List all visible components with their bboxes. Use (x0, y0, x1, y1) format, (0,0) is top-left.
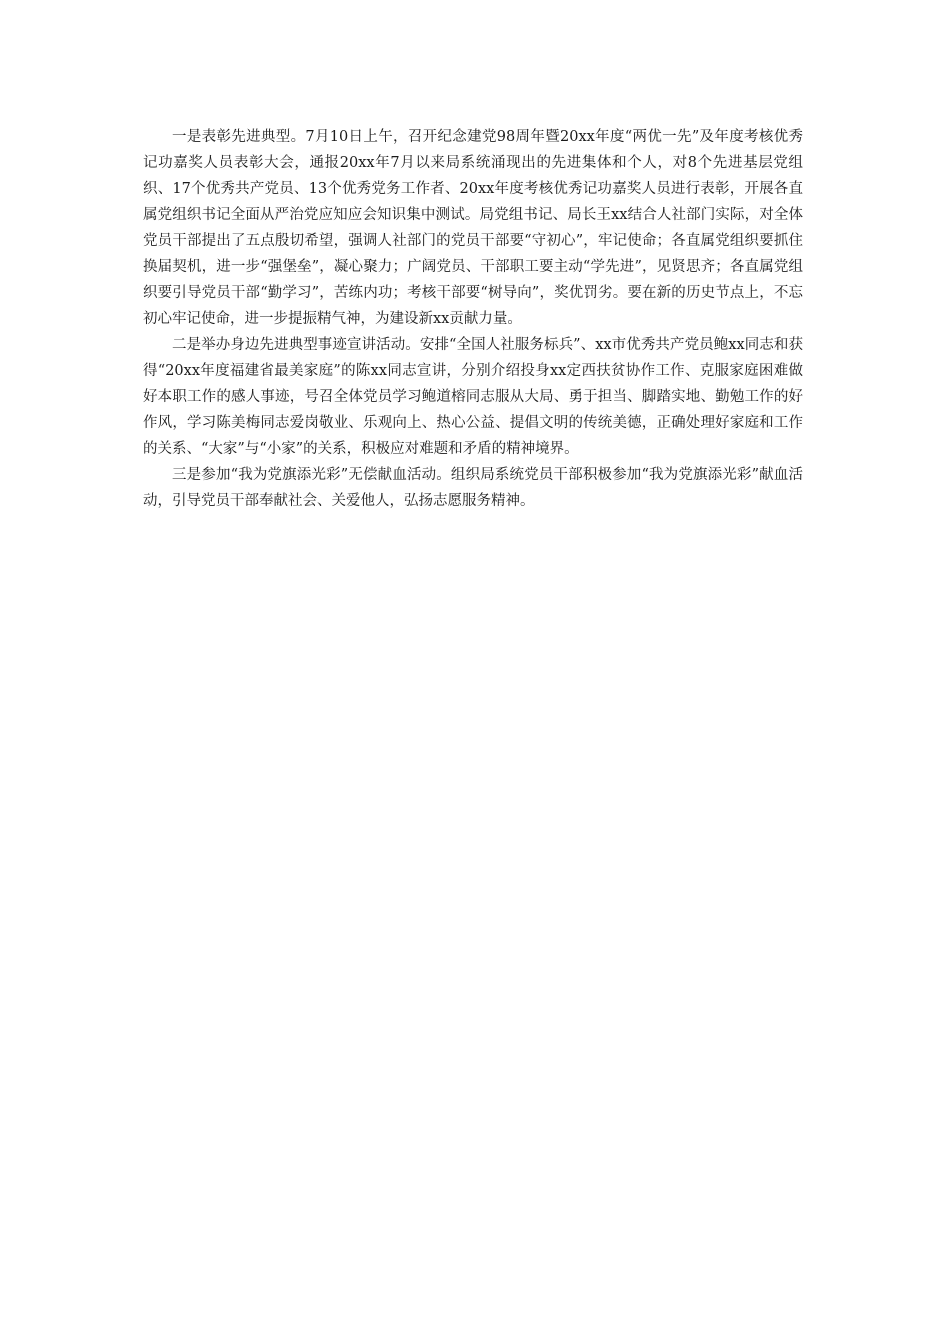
paragraph-lecture: 二是举办身边先进典型事迹宣讲活动。安排“全国人社服务标兵”、xx市优秀共产党员鲍xx同志和获得“20xx年度福建省最美家庭”的陈xx同志宣讲，分别介绍投身xx定西扶贫协作工作、克服家庭困难做好本职工作的感人事迹，号召全体党员学习鲍道榕同志服从大局、勇于担当、脚踏实地、勤勉工作的好作风，学习陈美梅同志爱岗敬业、乐观向上、热心公益、提倡文明的传统美德，正确处理好家庭和工作的关系、“大家”与“小家”的关系，积极应对难题和矛盾的精神境界。 (143, 337, 803, 457)
paragraph-commendation: 一是表彰先进典型。7月10日上午，召开纪念建党98周年暨20xx年度“两优一先”及年度考核优秀记功嘉奖人员表彰大会，通报20xx年7月以来局系统涌现出的先进集体和个人，对8个先进基层党组织、17个优秀共产党员、13个优秀党务工作者、20xx年度考核优秀记功嘉奖人员进行表彰，开展各直属党组织书记全面从严治党应知应会知识集中测试。局党组书记、局长王xx结合人社部门实际，对全体党员干部提出了五点殷切希望，强调人社部门的党员干部要“守初心”，牢记使命；各直属党组织要抓住换届契机，进一步“强堡垒”，凝心聚力；广阔党员、干部职工要主动“学先进”，见贤思齐；各直属党组织要引导党员干部“勤学习”，苦练内功；考核干部要“树导向”，奖优罚劣。要在新的历史节点上，不忘初心牢记使命，进一步提振精气神，为建设新xx贡献力量。 (143, 129, 803, 327)
paragraph-blood-donation: 三是参加“我为党旗添光彩”无偿献血活动。组织局系统党员干部积极参加“我为党旗添光彩”献血活动，引导党员干部奉献社会、关爱他人，弘扬志愿服务精神。 (143, 467, 803, 509)
document-body (143, 124, 803, 514)
